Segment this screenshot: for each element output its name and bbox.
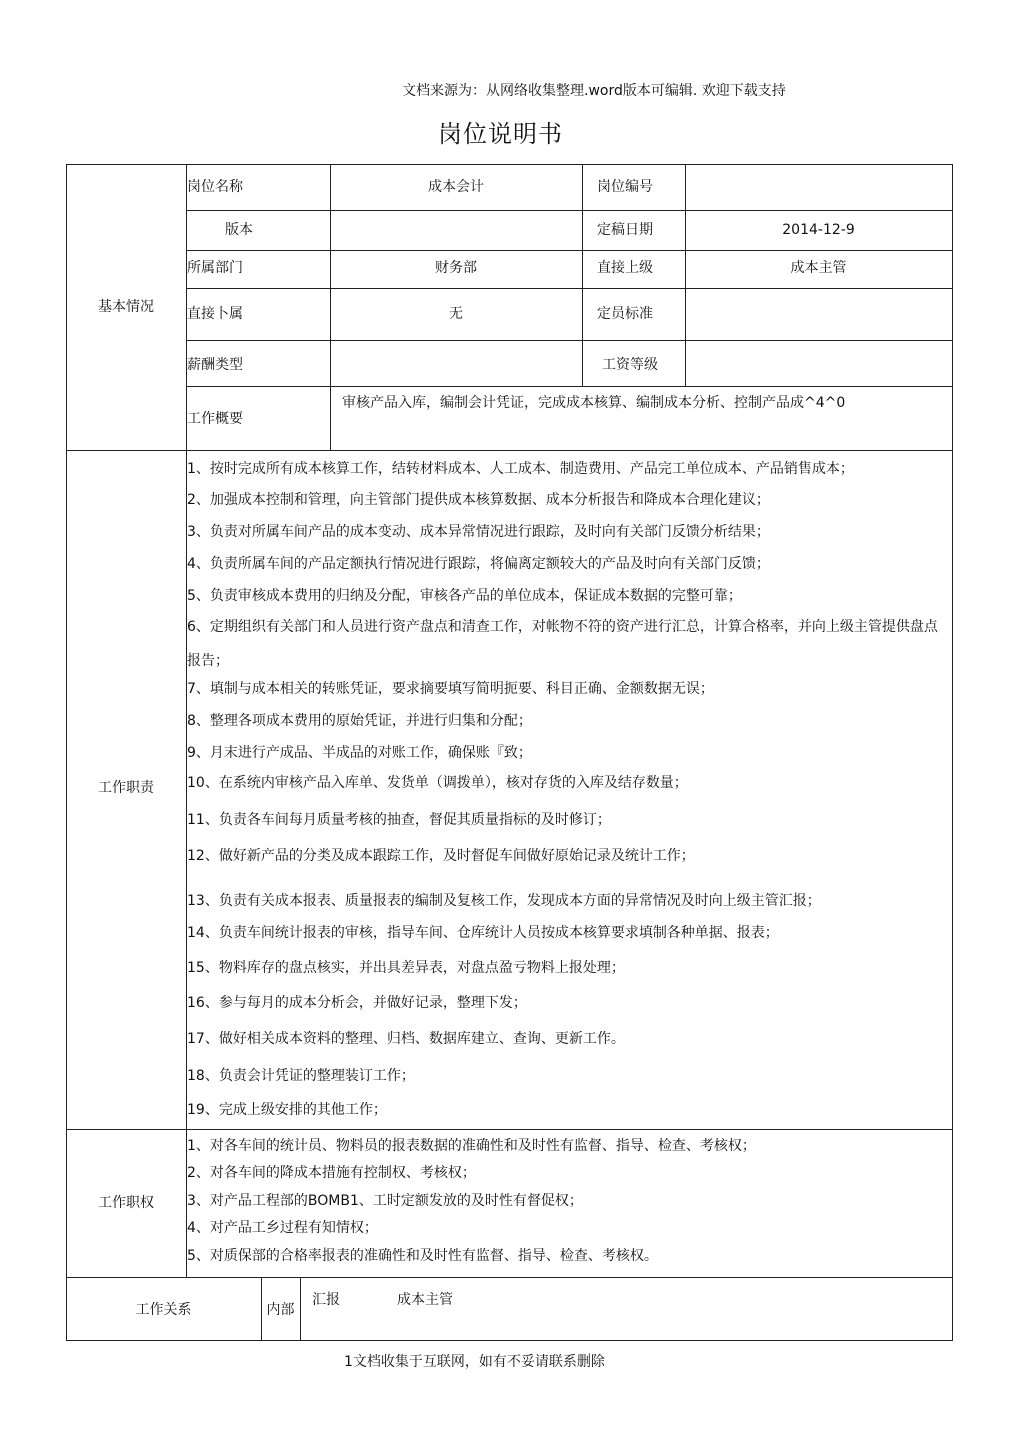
duty-item: 9、月末进行产成品、半成品的对账工作，确保账『致； xyxy=(187,745,532,761)
authority-item: 1、对各车间的统计员、物料员的报表数据的准确性和及时性有监督、指导、检查、考核权； xyxy=(187,1138,756,1154)
value-direct-superior: 成本主管 xyxy=(790,260,847,276)
duty-item: 10、在系统内审核产品入库单、发货单（调拨单），核对存货的入库及结存数量； xyxy=(187,775,688,791)
duty-item: 11、负责各车间每月质量考核的抽查，督促其质量指标的及时修订； xyxy=(187,812,611,828)
duty-item: 2、加强成本控制和管理，向主管部门提供成本核算数据、成本分析报告和降成本合理化建议； xyxy=(187,492,770,508)
duty-item: 19、完成上级安排的其他工作； xyxy=(187,1102,387,1118)
document-title: 岗位说明书 xyxy=(438,120,563,148)
authority-item: 4、对产品工乡过程有知情权； xyxy=(187,1220,378,1236)
value-department: 财务部 xyxy=(435,260,477,276)
label-headcount-standard: 定员标准 xyxy=(597,306,653,322)
duty-item: 6、定期组织有关部门和人员进行资产盘点和清查工作，对帐物不符的资产进行汇总，计算合格率，并向上级主管提供盘点报告； xyxy=(187,619,938,669)
label-direct-superior: 直接上级 xyxy=(597,260,653,276)
label-job-title: 岗位名称 xyxy=(187,179,243,195)
duty-item: 3、负责对所属车间产品的成本变动、成本异常情况进行跟踪，及时向有关部门反馈分析结果； xyxy=(187,524,770,540)
authority-item: 5、对质保部的合格率报表的准确性和及时性有监督、指导、检查、考核权。 xyxy=(187,1248,658,1264)
value-job-title: 成本会计 xyxy=(428,179,484,195)
header-note: 文档来源为：从网络收集整理.word版本可编辑. 欢迎下载支持 xyxy=(402,83,786,99)
relations-type: 汇报 xyxy=(312,1292,340,1308)
label-salary-type: 薪酬类型 xyxy=(187,357,243,373)
relations-value: 成本主管 xyxy=(397,1292,453,1308)
authority-item: 3、对产品工程部的BOMB1、工时定额发放的及时性有督促权； xyxy=(187,1193,583,1209)
section-label-relations: 工作关系 xyxy=(135,1302,192,1318)
duty-item: 16、参与每月的成本分析会，并做好记录，整理下发； xyxy=(187,995,527,1011)
section-label-duties: 工作职责 xyxy=(98,780,154,796)
duty-item: 15、物料库存的盘点核实，并出具差异表，对盘点盈亏物料上报处理； xyxy=(187,960,625,976)
work-summary-text: 审核产品入库，编制会计凭证，完成成本核算、编制成本分析、控制产品成^4^0 xyxy=(342,395,846,411)
duty-item: 7、填制与成本相关的转账凭证，要求摘要填写简明扼要、科目正确、金额数据无误； xyxy=(187,681,714,697)
duty-item: 8、整理各项成本费用的原始凭证，并进行归集和分配； xyxy=(187,713,532,729)
duty-item: 17、做好相关成本资料的整理、归档、数据库建立、查询、更新工作。 xyxy=(187,1031,625,1047)
duty-item: 13、负责有关成本报表、质量报表的编制及复核工作，发现成本方面的异常情况及时向上级主管汇报； xyxy=(187,893,821,909)
label-department: 所属部门 xyxy=(187,260,243,276)
label-work-summary: 工作概要 xyxy=(187,411,243,427)
section-label-basic: 基本情况 xyxy=(98,299,154,315)
value-finalized-date: 2014-12-9 xyxy=(782,222,855,238)
relations-internal-label: 内部 xyxy=(266,1302,295,1318)
label-wage-grade: 工资等级 xyxy=(602,357,658,373)
authority-item: 2、对各车间的降成本措施有控制权、考核权； xyxy=(187,1165,476,1181)
duty-item: 18、负责会计凭证的整理装订工作； xyxy=(187,1068,415,1084)
duty-item: 4、负责所属车间的产品定额执行情况进行跟踪，将偏离定额较大的产品及时向有关部门反馈； xyxy=(187,556,770,572)
label-job-number: 岗位编号 xyxy=(597,179,653,195)
duty-item: 1、按时完成所有成本核算工作，结转材料成本、人工成本、制造费用、产品完工单位成本、产品销售成本； xyxy=(187,461,854,477)
duty-item: 5、负责审核成本费用的归纳及分配，审核各产品的单位成本，保证成本数据的完整可靠； xyxy=(187,588,742,604)
label-version: 版本 xyxy=(225,222,253,238)
duty-item: 14、负责车间统计报表的审核，指导车间、仓库统计人员按成本核算要求填制各种单据、报表； xyxy=(187,925,779,941)
label-finalized-date: 定稿日期 xyxy=(597,222,653,238)
job-description-table xyxy=(66,164,953,1341)
section-label-authority: 工作职权 xyxy=(98,1195,154,1211)
footer-note: 1文档收集于互联网，如有不妥请联系删除 xyxy=(344,1354,605,1370)
duty-item: 12、做好新产品的分类及成本跟踪工作，及时督促车间做好原始记录及统计工作； xyxy=(187,848,695,864)
label-subordinates: 直接卜属 xyxy=(187,306,243,322)
value-subordinates: 无 xyxy=(449,306,463,322)
